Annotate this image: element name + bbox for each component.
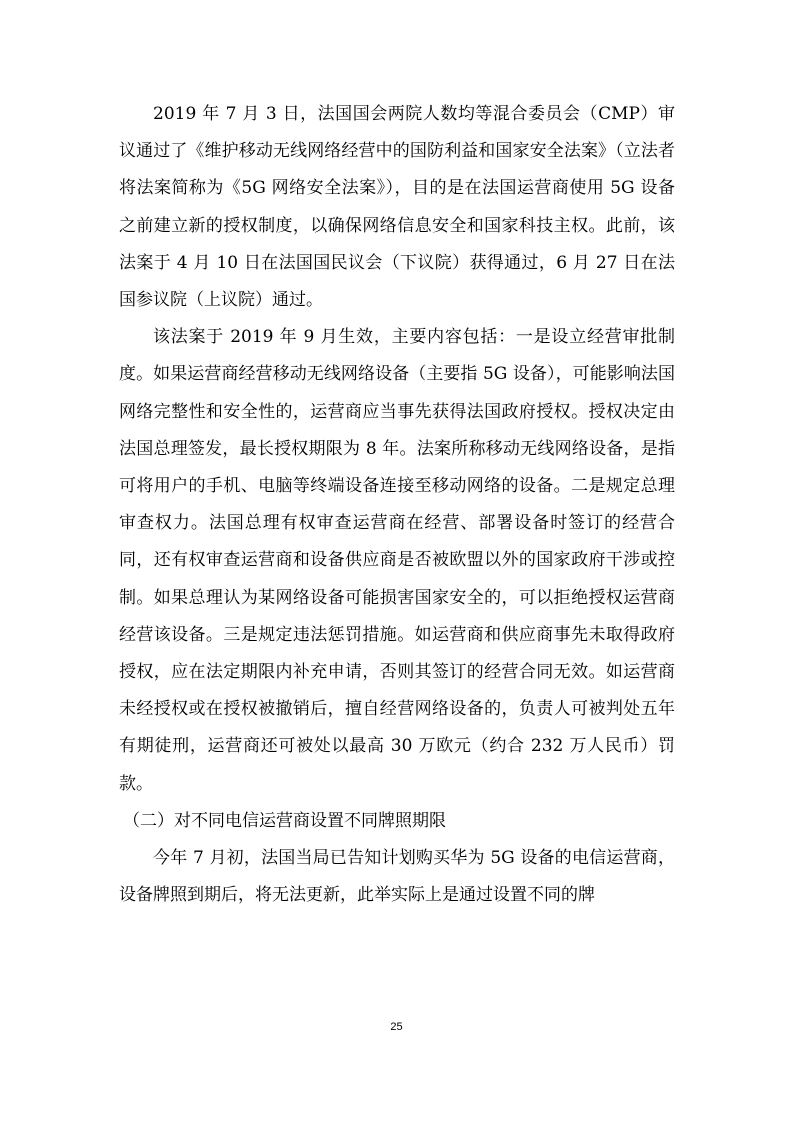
body-text	[119, 96, 675, 914]
page-number: 25	[390, 1021, 403, 1033]
paragraph-license-period: 今年 7 月初，法国当局已告知计划购买华为 5G 设备的电信运营商，设备牌照到期后，将无法更新，此举实际上是通过设置不同的牌	[119, 848, 675, 906]
paragraph-law-contents: 该法案于 2019 年 9 月生效，主要内容包括：一是设立经营审批制度。如果运营商经营移动无线网络设备（主要指 5G 设备），可能影响法国网络完整性和安全性的，运营商应当事先获得法国政府授权。授权决定由法国总理签发，最长授权期限为 8 年。法案所称移动无线网络设备，是指可将用户的手机、电脑等终端设备连接至移动网络的设备。二是规定总理审查权力。法国总理有权审查运营商在经营、部署设备时签订的经营合同，还有权审查运营商和设备供应商是否被欧盟以外的国家政府干涉或控制。如果总理认为某网络设备可能损害国家安全的，可以拒绝授权运营商经营该设备。三是规定违法惩罚措施。如运营商和供应商事先未取得政府授权，应在法定期限内补充申请，否则其签订的经营合同无效。如运营商未经授权或在授权被撤销后，擅自经营网络设备的，负责人可被判处五年有期徒刑，运营商还可被处以最高 30 万欧元（约合 232 万人民币）罚款。	[119, 327, 675, 794]
paragraph-cmp-approval: 2019 年 7 月 3 日，法国国会两院人数均等混合委员会（CMP）审议通过了《维护移动无线网络经营中的国防利益和国家安全法案》（立法者将法案简称为《5G 网络安全法案》），目的是在法国运营商使用 5G 设备之前建立新的授权制度，以确保网络信息安全和国家科技主权。此前，该法案于 4 月 10 日在法国国民议会（下议院）获得通过，6 月 27 日在法国参议院（上议院）通过。	[119, 104, 675, 311]
section-heading: （二）对不同电信运营商设置不同牌照期限	[123, 810, 446, 831]
